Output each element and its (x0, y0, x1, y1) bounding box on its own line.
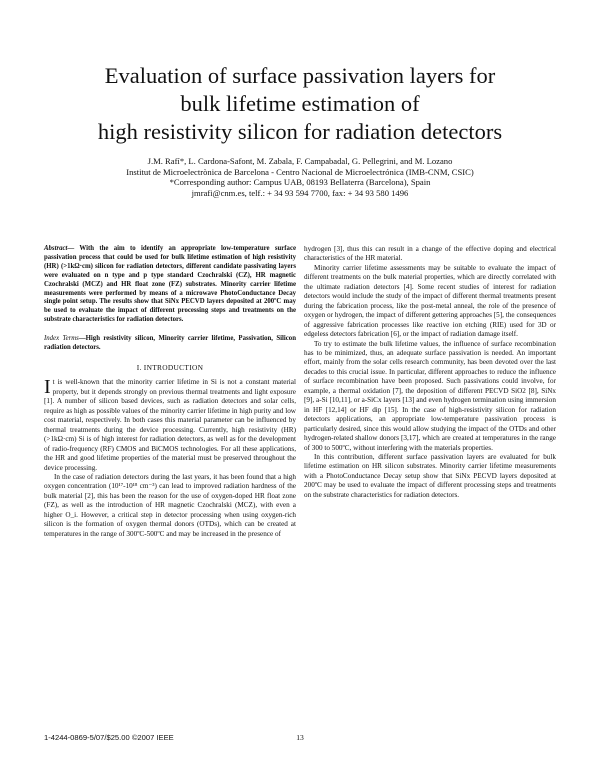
index-terms (44, 335, 296, 353)
drop-cap: I (44, 376, 51, 399)
intro-paragraph-1 (44, 378, 296, 473)
abstract-text: — With the aim to identify an appropriate low-temperature surface passivation process that could be used for bulk lifetime estimation of high resistivity (HR) (>1kΩ·cm) silicon for radiation detectors, different candidate passivating layers were evaluated on n type and p type standard Czochralski (CZ), HR magnetic Czochralski (MCZ) and HR float zone (FZ) substrates. Minority carrier lifetime measurements were performed by means of a microwave PhotoConductance Decay single point setup. The results show that SiNx PECVD layers deposited at 200ºC may be used to evaluate the impact of different processing steps and treatments on the substrate characteristics for radiation detectors. (44, 245, 296, 324)
left-column (44, 245, 296, 539)
right-paragraph-3: In this contribution, different surface passivation layers are evaluated for bulk lifetime estimation on HR silicon substrates. Minority carrier lifetime measurements with a PhotoConductance Decay setup show that SiNx PECVD layers deposited at 200ºC may be used to evaluate the impact of different processing steps and treatments on the substrate characteristics for radiation detectors. (304, 452, 556, 499)
intro-paragraph-2: In the case of radiation detectors during the last years, it has been found that a high oxygen concentration (10¹⁷-10¹⁸ cm⁻³) can lead to improved radiation hardness of the bulk material [2], this has been the reason for the use of oxygen-doped HR float zone (FZ), as well as the introduction of HR magnetic Czochralski (MCZ), with even a higher O_i. However, a critical step in detector processing when using oxygen-rich silicon is the formation of oxygen thermal donors (OTDs), which can be created at temperatures in the range of 300ºC-500ºC and may be increased in the presence of (44, 472, 296, 538)
index-terms-text: —High resistivity silicon, Minority carrier lifetime, Passivation, Silicon radiation detectors. (44, 335, 296, 352)
section-heading-introduction: I. INTRODUCTION (136, 362, 204, 372)
index-terms-label: Index Terms (44, 335, 79, 343)
author-contact: jmrafi@cnm.es, telf.: + 34 93 594 7700, fax: + 34 93 580 1496 (191, 187, 409, 198)
intro-paragraph-1-text: t is well-known that the minority carrier lifetime in Si is not a constant material property, but it depends strongly on previous thermal treatments and light exposure [1]. A number of silicon based devices, such as radiation detectors and solar cells, require as high as possible values of the minority carrier lifetime in high purity and low cost material, respectively. In both cases this material parameter can be influenced by thermal treatments during the device processing. Currently, high resistivity (HR) (>1kΩ·cm) Si is of high interest for radiation detectors, as well as for the development of radio-frequency (RF) CMOS and BiCMOS technologies. For all these applications, the HR and good lifetime properties of the material must be preserved throughout the device processing. (44, 378, 296, 472)
author-names: J.M. Rafí*, L. Cardona-Safont, M. Zabala, F. Campabadal, G. Pellegrini, and M. Lozano (147, 156, 453, 166)
footer-isbn: 1-4244-0869-5/07/$25.00 ©2007 IEEE (44, 733, 174, 742)
right-paragraph-0: hydrogen [3], thus this can result in a change of the effective doping and electrical characteristics of the HR material. (304, 245, 556, 263)
right-paragraph-2: To try to estimate the bulk lifetime values, the influence of surface recombination has to be minimized, thus, an adequate surface passivation is needed. An important effort, mainly from the solar cells research community, has been devoted over the last decades to this crucial issue. In particular, different approaches to reduce the influence of surface recombination have been proposed. Such passivations could involve, for example, a thermal oxidation [7], the deposition of different PECVD SiO2 [8], SiNx [9], a-Si [10,11], or a-SiCx layers [13] and even hydrogen termination using immersion in HF [12,14] or HF dip [15]. In the case of high-resistivity silicon for radiation detectors applications, an appropriate low-temperature passivation process is particularly desired, since this would allow studying the impact of the OTDs and other hydrogen-related shallow donors [3,17], which are created at temperatures in the range of 300 to 500ºC, without interfering with the materials properties. (304, 339, 556, 452)
page-number: 13 (296, 733, 304, 742)
paper-title (0, 62, 600, 146)
right-paragraph-1: Minority carrier lifetime assessments may be suitable to evaluate the impact of different treatments on the bulk material properties, which are directly correlated with the ultimate radiation detectors [4]. Some recent studies of interest for radiation detectors would include the study of the impact of different thermal treatments present during the fabrication process, like the post-metal anneal, the role of the presence of oxygen or hydrogen, the impact of different gettering approaches [5], the consequences of aggressive fabrication processes like reactive ion etching (RIE) used for 3D or edgeless detectors fabrication [6], or the impact of radiation damage itself. (304, 263, 556, 339)
corresponding-author: *Corresponding author: Campus UAB, 08193 Bellaterra (Barcelona), Spain (169, 177, 431, 188)
title-line-3: high resistivity silicon for radiation detectors (97, 119, 503, 144)
abstract-label: Abstract (44, 245, 68, 252)
title-line-2: bulk lifetime estimation of (180, 91, 420, 116)
author-block (40, 156, 560, 198)
right-column (304, 245, 556, 500)
author-institute: Institut de Microelectrònica de Barcelona - Centro Nacional de Microelectrónica (IMB-CNM, CSIC) (126, 166, 474, 177)
abstract (44, 245, 296, 325)
title-line-1: Evaluation of surface passivation layers for (104, 63, 496, 88)
